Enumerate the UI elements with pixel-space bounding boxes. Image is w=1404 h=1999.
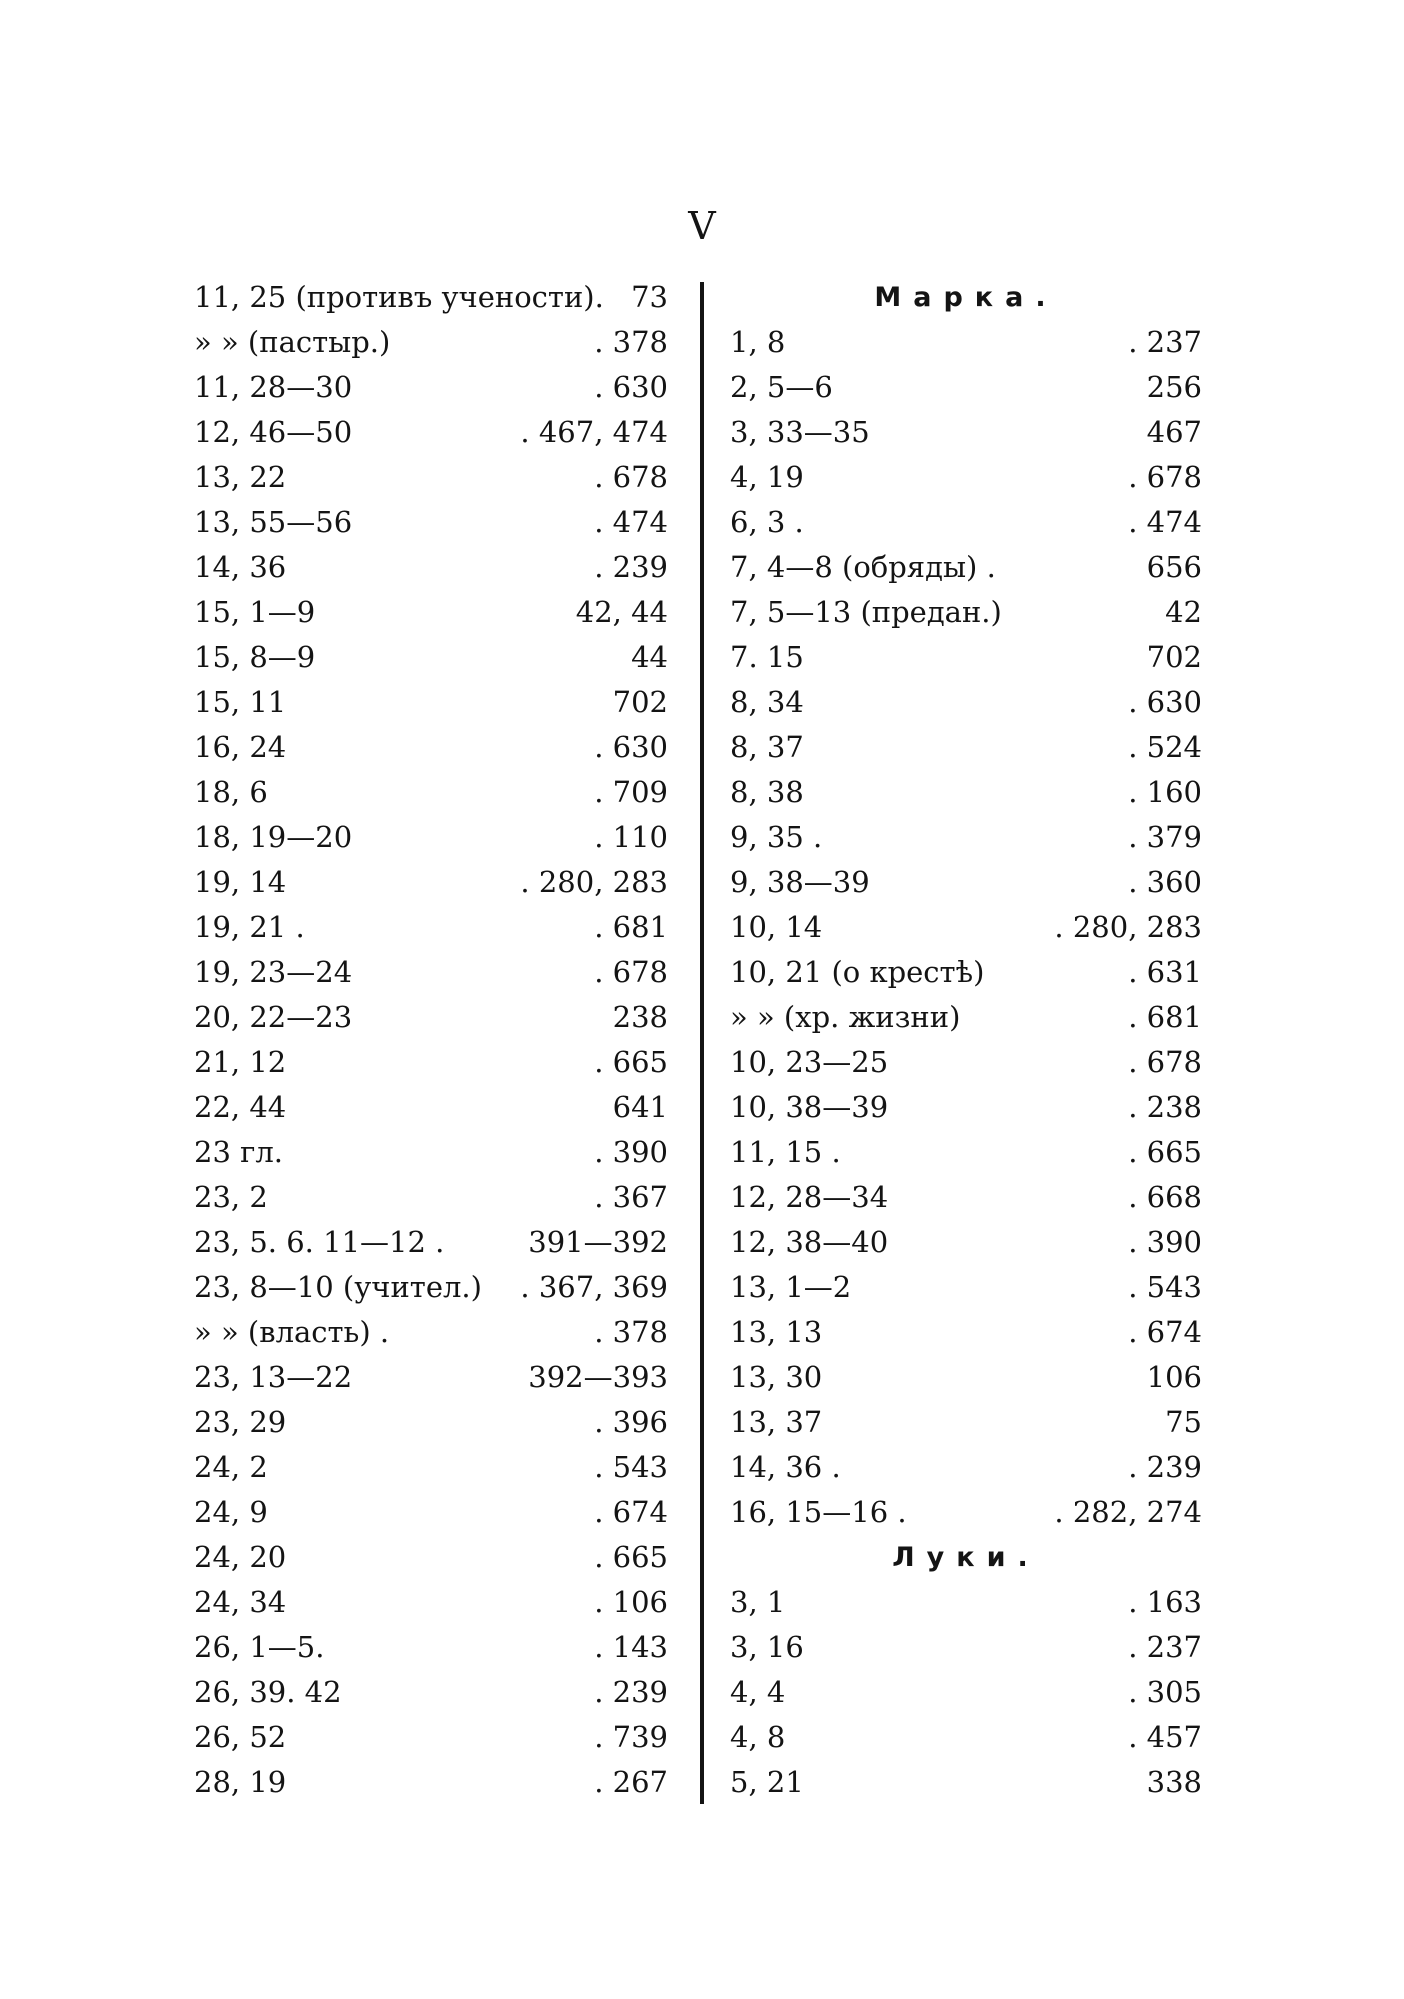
entry-reference: 3, 33—35 [730,415,870,449]
index-entry [194,995,668,1040]
index-entry [730,1085,1202,1130]
entry-reference: 3, 16 [730,1630,804,1664]
index-entry [730,590,1202,635]
index-entry [194,1625,668,1670]
entry-reference: 26, 1—5. [194,1630,325,1664]
entry-reference: 3, 1 [730,1585,786,1619]
index-entry [194,635,668,680]
entry-reference: 15, 11 [194,685,287,719]
entry-page: . 237 [1128,1630,1202,1664]
index-entry [730,365,1202,410]
index-entry [730,1355,1202,1400]
entry-page: . 631 [1128,955,1202,989]
index-entry [194,1130,668,1175]
entry-page: . 665 [1128,1135,1202,1169]
entry-reference: 10, 38—39 [730,1090,889,1124]
entry-page: . 396 [594,1405,668,1439]
entry-reference: 14, 36 [194,550,287,584]
entry-reference: 9, 38—39 [730,865,870,899]
entry-reference: 4, 4 [730,1675,786,1709]
entry-page: . 282, 274 [1054,1495,1202,1529]
entry-reference: 23, 29 [194,1405,287,1439]
entry-page: . 106 [594,1585,668,1619]
entry-page: . 709 [594,775,668,809]
entry-reference: 4, 19 [730,460,804,494]
index-entry [730,860,1202,905]
index-entry [194,950,668,995]
entry-reference: » » (хр. жизни) [730,1000,961,1034]
entry-reference: 7, 5—13 (предан.) [730,595,1002,629]
index-entry [730,995,1202,1040]
entry-reference: 23, 13—22 [194,1360,353,1394]
index-entry [730,1670,1202,1715]
index-entry [194,860,668,905]
entry-page: 256 [1146,370,1202,404]
entry-page: 702 [612,685,668,719]
entry-page: 641 [612,1090,668,1124]
entry-page: . 524 [1128,730,1202,764]
entry-page: 73 [631,280,668,314]
entry-page: . 239 [594,1675,668,1709]
index-entry [730,410,1202,455]
index-entry [194,590,668,635]
entry-page: . 390 [594,1135,668,1169]
entry-page: . 474 [594,505,668,539]
left-column [194,275,668,1805]
page-number: V [688,204,716,248]
entry-page: . 665 [594,1540,668,1574]
entry-page: . 630 [1128,685,1202,719]
index-entry [194,410,668,455]
index-entry [194,815,668,860]
entry-reference: 7. 15 [730,640,804,674]
entry-reference: 4, 8 [730,1720,786,1754]
entry-reference: 19, 21 . [194,910,305,944]
index-entry [730,770,1202,815]
entry-page: . 678 [1128,1045,1202,1079]
entry-page: . 378 [594,1315,668,1349]
index-entry [194,1535,668,1580]
entry-page: . 379 [1128,820,1202,854]
entry-reference: 18, 19—20 [194,820,353,854]
index-entry [194,1580,668,1625]
index-entry [730,1490,1202,1535]
entry-reference: 9, 35 . [730,820,823,854]
index-entry [730,1130,1202,1175]
entry-reference: 1, 8 [730,325,786,359]
entry-page: . 665 [594,1045,668,1079]
index-entry [730,1445,1202,1490]
entry-page: 702 [1146,640,1202,674]
index-entry [730,455,1202,500]
index-entry [194,770,668,815]
index-entry [194,1355,668,1400]
entry-page: . 378 [594,325,668,359]
index-entry [194,1670,668,1715]
entry-page: 338 [1146,1765,1202,1799]
entry-reference: 24, 20 [194,1540,287,1574]
entry-page: . 678 [594,460,668,494]
entry-page: . 238 [1128,1090,1202,1124]
index-entry [194,1445,668,1490]
entry-page: . 239 [1128,1450,1202,1484]
column-divider [700,282,704,1804]
entry-page: . 143 [594,1630,668,1664]
entry-page: . 163 [1128,1585,1202,1619]
entry-page: . 267 [594,1765,668,1799]
entry-reference: 15, 8—9 [194,640,316,674]
entry-reference: 15, 1—9 [194,595,316,629]
entry-page: . 543 [594,1450,668,1484]
entry-reference: 13, 1—2 [730,1270,852,1304]
index-entry [194,1085,668,1130]
index-entry [730,1625,1202,1670]
entry-reference: 8, 34 [730,685,804,719]
entry-page: . 543 [1128,1270,1202,1304]
entry-reference: 16, 15—16 . [730,1495,907,1529]
entry-page: . 678 [1128,460,1202,494]
index-entry [730,635,1202,680]
entry-reference: 18, 6 [194,775,268,809]
index-entry [194,455,668,500]
entry-reference: 24, 2 [194,1450,268,1484]
entry-page: 75 [1165,1405,1202,1439]
index-entry [730,320,1202,365]
index-entry [194,1310,668,1355]
luke-heading: Луки. [892,1542,1040,1573]
index-entry [194,545,668,590]
entry-reference: 13, 55—56 [194,505,353,539]
entry-page: 238 [612,1000,668,1034]
index-entry [730,1760,1202,1805]
index-entry [730,950,1202,995]
index-entry [730,545,1202,590]
index-entry [194,1220,668,1265]
entry-page: . 160 [1128,775,1202,809]
entry-reference: » » (власть) . [194,1315,390,1349]
entry-page: . 674 [1128,1315,1202,1349]
index-entry [730,1715,1202,1760]
entry-reference: 26, 52 [194,1720,287,1754]
entry-reference: 8, 38 [730,775,804,809]
entry-page: . 280, 283 [520,865,668,899]
entry-reference: » » (пастыр.) [194,325,391,359]
entry-page: . 630 [594,730,668,764]
index-entry [194,725,668,770]
entry-reference: 23, 2 [194,1180,268,1214]
right-column [730,275,1202,1805]
entry-reference: 19, 14 [194,865,287,899]
luke-entries [730,1580,1202,1805]
index-entry [730,500,1202,545]
entry-page: . 739 [594,1720,668,1754]
entry-page: . 678 [594,955,668,989]
entry-reference: 6, 3 . [730,505,804,539]
entry-reference: 13, 30 [730,1360,823,1394]
entry-page: . 280, 283 [1054,910,1202,944]
entry-page: 42, 44 [575,595,668,629]
entry-page: . 674 [594,1495,668,1529]
index-entry [730,1220,1202,1265]
entry-page: 467 [1146,415,1202,449]
entry-page: . 457 [1128,1720,1202,1754]
index-entry [194,500,668,545]
entry-reference: 20, 22—23 [194,1000,353,1034]
entry-reference: 11, 25 (противъ учености). [194,280,604,314]
entry-page: . 390 [1128,1225,1202,1259]
entry-reference: 23 гл. [194,1135,283,1169]
index-entry [730,815,1202,860]
index-entry [194,1040,668,1085]
entry-reference: 5, 21 [730,1765,804,1799]
entry-page: . 467, 474 [520,415,668,449]
entry-reference: 14, 36 . [730,1450,841,1484]
entry-page: 392—393 [528,1360,668,1394]
entry-reference: 12, 28—34 [730,1180,889,1214]
index-entry [730,1400,1202,1445]
entry-reference: 26, 39. 42 [194,1675,342,1709]
index-entry [730,1175,1202,1220]
index-entry [730,1310,1202,1355]
index-entry [194,1265,668,1310]
entry-reference: 21, 12 [194,1045,287,1079]
entry-page: . 668 [1128,1180,1202,1214]
index-entry [194,1400,668,1445]
entry-reference: 10, 23—25 [730,1045,889,1079]
index-entry [194,680,668,725]
index-entry [194,1490,668,1535]
entry-reference: 23, 8—10 (учител.) [194,1270,482,1304]
entry-reference: 13, 37 [730,1405,823,1439]
entry-reference: 12, 46—50 [194,415,353,449]
index-entry [194,1175,668,1220]
entry-page: 44 [631,640,668,674]
entry-reference: 23, 5. 6. 11—12 . [194,1225,445,1259]
entry-page: . 367, 369 [520,1270,668,1304]
entry-reference: 13, 22 [194,460,287,494]
entry-reference: 13, 13 [730,1315,823,1349]
entry-page: . 630 [594,370,668,404]
index-entry [730,725,1202,770]
entry-reference: 28, 19 [194,1765,287,1799]
index-entry [730,1265,1202,1310]
entry-page: . 367 [594,1180,668,1214]
entry-reference: 10, 14 [730,910,823,944]
index-entry [730,680,1202,725]
entry-reference: 19, 23—24 [194,955,353,989]
entry-page: . 681 [1128,1000,1202,1034]
entry-page: 656 [1146,550,1202,584]
entry-reference: 10, 21 (о крестѣ) [730,955,985,989]
entry-page: . 474 [1128,505,1202,539]
entry-page: . 305 [1128,1675,1202,1709]
entry-page: 106 [1146,1360,1202,1394]
entry-reference: 24, 34 [194,1585,287,1619]
entry-page: . 237 [1128,325,1202,359]
entry-page: 391—392 [528,1225,668,1259]
entry-reference: 2, 5—6 [730,370,833,404]
index-entry [194,1760,668,1805]
entry-reference: 24, 9 [194,1495,268,1529]
entry-page: . 110 [594,820,668,854]
entry-page: . 239 [594,550,668,584]
index-entry [730,905,1202,950]
entry-reference: 12, 38—40 [730,1225,889,1259]
mark-heading: Марка. [874,282,1058,313]
entry-reference: 11, 28—30 [194,370,353,404]
index-entry [194,1715,668,1760]
index-entry [194,905,668,950]
entry-reference: 8, 37 [730,730,804,764]
entry-page: . 681 [594,910,668,944]
entry-reference: 22, 44 [194,1090,287,1124]
index-entry [730,1040,1202,1085]
entry-reference: 16, 24 [194,730,287,764]
entry-reference: 7, 4—8 (обряды) . [730,550,996,584]
entry-page: . 360 [1128,865,1202,899]
index-entry [730,1580,1202,1625]
entry-page: 42 [1165,595,1202,629]
entry-reference: 11, 15 . [730,1135,841,1169]
index-entry [194,275,668,320]
index-entry [194,320,668,365]
index-entry [194,365,668,410]
mark-entries [730,320,1202,1535]
